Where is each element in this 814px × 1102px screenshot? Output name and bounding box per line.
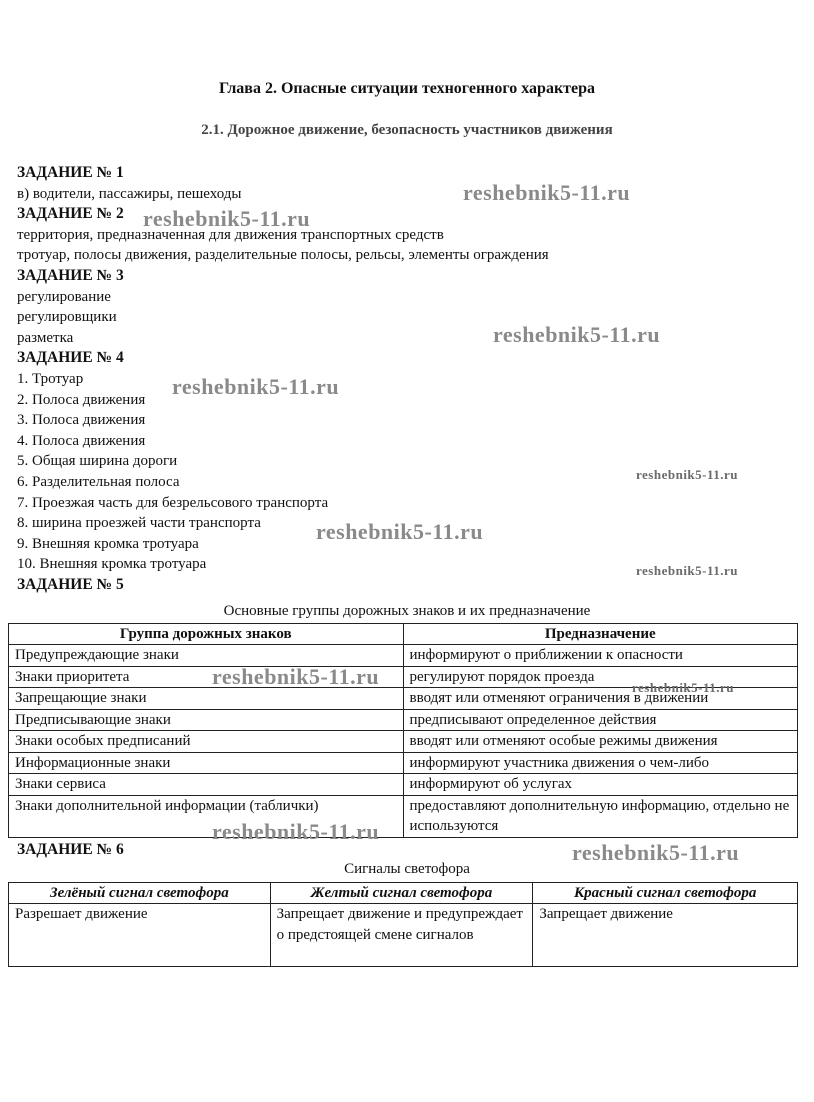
table-row — [9, 904, 798, 967]
task-4-line: 10. Внешняя кромка тротуара — [17, 556, 207, 573]
task-3-line: разметка — [17, 329, 74, 346]
table-cell: регулируют порядок проезда — [403, 666, 798, 688]
task-4-line: 9. Внешняя кромка тротуара — [17, 535, 199, 552]
column-header: Предназначение — [403, 624, 798, 645]
task-3-heading: ЗАДАНИЕ № 3 — [17, 266, 124, 284]
chapter-title: Глава 2. Опасные ситуации техногенного характера — [218, 80, 596, 97]
watermark: reshebnik5-11.ru — [636, 467, 739, 482]
table-cell: информируют об услугах — [403, 774, 798, 796]
watermark: reshebnik5-11.ru — [316, 519, 484, 544]
table-cell: вводят или отменяют особые режимы движения — [403, 731, 798, 753]
table-header-row — [9, 624, 798, 645]
watermark: reshebnik5-11.ru — [212, 664, 380, 689]
table-cell: Знаки приоритета — [9, 666, 404, 688]
task-4-line: 6. Разделительная полоса — [17, 473, 180, 490]
table-cell: вводят или отменяют ограничения в движении — [403, 688, 798, 710]
task-2-line: территория, предназначенная для движения транспортных средств — [17, 226, 444, 243]
column-header: Желтый сигнал светофора — [270, 883, 533, 904]
table-cell: Предписывающие знаки — [9, 709, 404, 731]
table-row — [9, 752, 798, 774]
watermark: reshebnik5-11.ru — [212, 819, 380, 844]
table-row — [9, 795, 798, 837]
task-6-heading: ЗАДАНИЕ № 6 — [17, 841, 124, 858]
table-cell: предписывают определенное действия — [403, 709, 798, 731]
column-header: Группа дорожных знаков — [9, 624, 404, 645]
watermark: reshebnik5-11.ru — [632, 680, 735, 695]
table2-caption: Сигналы светофора — [344, 861, 470, 877]
watermark: reshebnik5-11.ru — [493, 322, 661, 347]
watermark: reshebnik5-11.ru — [463, 180, 631, 205]
table-cell: Знаки дополнительной информации (таблички) — [9, 795, 404, 837]
table-cell: Запрещающие знаки — [9, 688, 404, 710]
table-row — [9, 645, 798, 667]
road-signs-table — [8, 623, 798, 838]
table-cell: информируют участника движения о чем-либо — [403, 752, 798, 774]
table-row — [9, 731, 798, 753]
column-header: Зелёный сигнал светофора — [9, 883, 271, 904]
task-4-line: 1. Тротуар — [17, 370, 84, 387]
task-4-line: 7. Проезжая часть для безрельсового транспорта — [17, 494, 329, 511]
table-cell: Знаки сервиса — [9, 774, 404, 796]
watermark: reshebnik5-11.ru — [636, 563, 739, 578]
task-4-line: 3. Полоса движения — [17, 412, 146, 429]
column-header: Красный сигнал светофора — [533, 883, 798, 904]
table-row — [9, 774, 798, 796]
task-4-line: 2. Полоса движения — [17, 391, 146, 408]
table-cell: Знаки особых предписаний — [9, 731, 404, 753]
table-cell: Информационные знаки — [9, 752, 404, 774]
traffic-light-table — [8, 882, 798, 967]
task-4-line: 5. Общая ширина дороги — [17, 453, 178, 470]
task-4-line: 8. ширина проезжей части транспорта — [17, 515, 261, 532]
section-title: 2.1. Дорожное движение, безопасность участников движения — [201, 122, 613, 138]
table-cell: информируют о приближении к опасности — [403, 645, 798, 667]
watermark: reshebnik5-11.ru — [172, 374, 340, 399]
table-cell: Запрещает движение — [533, 904, 798, 967]
task-3-line: регулирование — [17, 288, 111, 305]
task-4-heading: ЗАДАНИЕ № 4 — [17, 349, 124, 367]
watermark: reshebnik5-11.ru — [143, 206, 311, 231]
table1-caption: Основные группы дорожных знаков и их предназначение — [223, 603, 591, 619]
table-header-row — [9, 883, 798, 904]
task-5-heading: ЗАДАНИЕ № 5 — [17, 575, 124, 593]
task-1-heading: ЗАДАНИЕ № 1 — [17, 164, 124, 181]
task-2-line: тротуар, полосы движения, разделительные полосы, рельсы, элементы ограждения — [17, 247, 549, 264]
watermark: reshebnik5-11.ru — [572, 840, 740, 865]
table-cell: предоставляют дополнительную информацию, отдельно не используются — [403, 795, 798, 837]
table-row — [9, 709, 798, 731]
task-4-line: 4. Полоса движения — [17, 432, 146, 449]
task-3-line: регулировщики — [17, 309, 117, 326]
table-cell: Разрешает движение — [9, 904, 271, 967]
table-cell: Предупреждающие знаки — [9, 645, 404, 667]
task-2-heading: ЗАДАНИЕ № 2 — [17, 205, 124, 223]
table-cell: Запрещает движение и предупреждает о предстоящей смене сигналов — [270, 904, 533, 967]
task-1-line: в) водители, пассажиры, пешеходы — [17, 185, 242, 202]
